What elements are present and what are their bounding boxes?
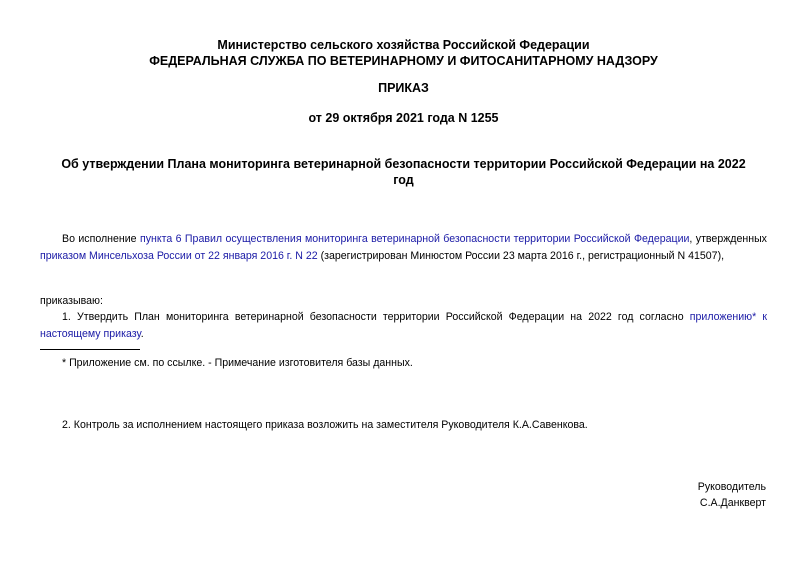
signature-position: Руководитель bbox=[697, 481, 766, 493]
preamble-text-end: (зарегистрирован Минюстом России 23 марта 2016 г., регистрационный N 41507), bbox=[317, 250, 725, 262]
footnote: * Приложение см. по ссылке. - Примечание изготовителя базы данных. bbox=[62, 357, 413, 369]
order-word: приказываю: bbox=[40, 295, 103, 307]
footnote-divider bbox=[40, 349, 140, 350]
item-1-text: 1. Утвердить План мониторинга ветеринарной безопасности территории Российской Федерации на 2022 год согласно bbox=[62, 311, 690, 323]
signature-name: С.А.Данкверт bbox=[699, 497, 766, 509]
preamble-text-mid: , утвержденных bbox=[689, 233, 767, 245]
date-number: от 29 октября 2021 года N 1255 bbox=[308, 111, 499, 125]
document-title: Об утверждении Плана мониторинга ветеринарной безопасности территории Российской Федерации на 2022 год bbox=[61, 157, 746, 187]
item-1-end: . bbox=[140, 328, 144, 340]
item-1 bbox=[40, 309, 767, 343]
link-monitoring-rules[interactable]: пункта 6 Правил осуществления мониторинга ветеринарной безопасности территории Российской Федерации bbox=[139, 233, 690, 245]
service-heading: ФЕДЕРАЛЬНАЯ СЛУЖБА ПО ВЕТЕРИНАРНОМУ И ФИТОСАНИТАРНОМУ НАДЗОРУ bbox=[149, 54, 658, 68]
link-ministry-order[interactable]: приказом Минсельхоза России от 22 января 2016 г. N 22 bbox=[40, 250, 318, 262]
link-appendix[interactable]: приложению* к настоящему приказу bbox=[40, 311, 768, 340]
paragraph-preamble bbox=[40, 231, 767, 265]
doc-type-heading: ПРИКАЗ bbox=[378, 81, 429, 95]
item-2: 2. Контроль за исполнением настоящего приказа возложить на заместителя Руководителя К.А.Савенкова. bbox=[62, 419, 588, 431]
preamble-text-start: Во исполнение bbox=[62, 233, 140, 245]
ministry-heading: Министерство сельского хозяйства Российской Федерации bbox=[217, 38, 590, 52]
